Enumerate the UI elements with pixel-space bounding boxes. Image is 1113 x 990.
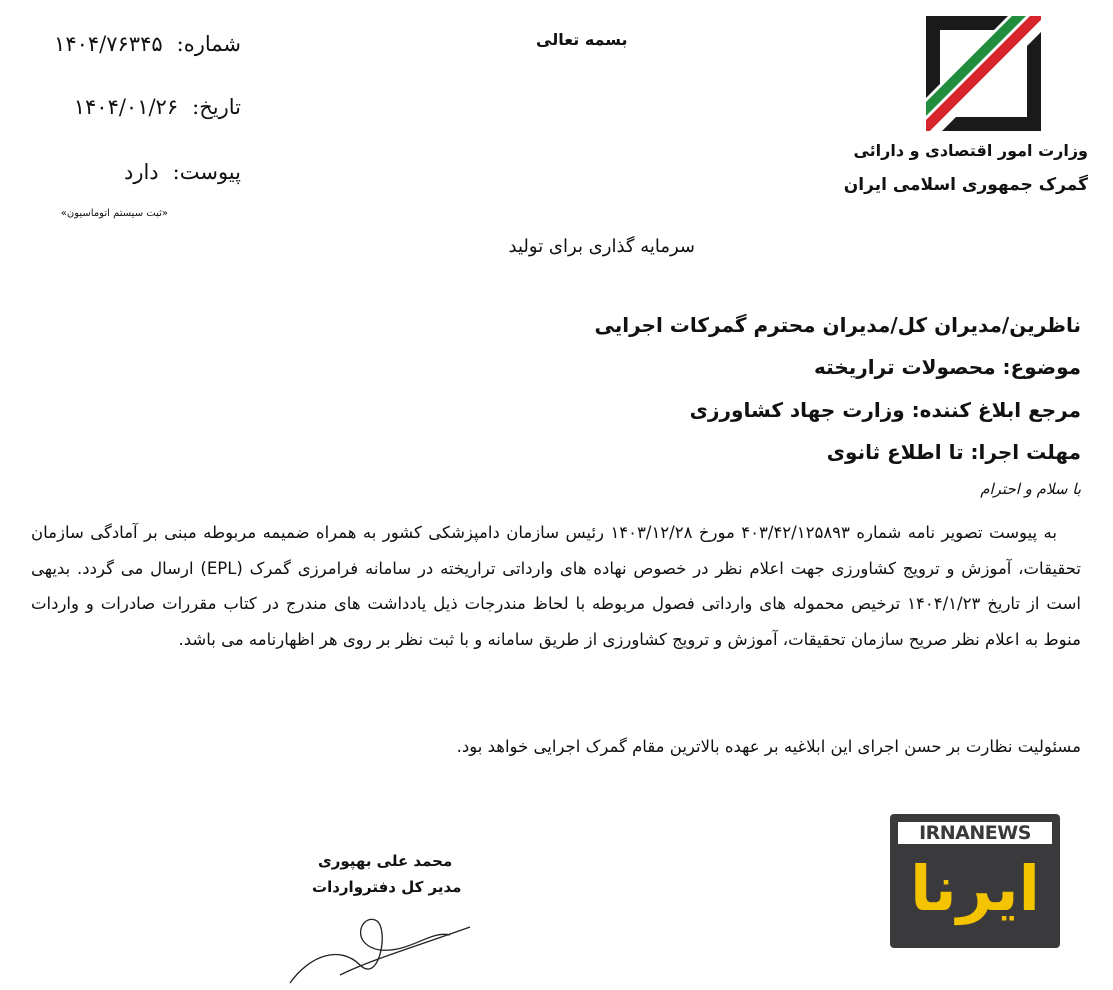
automation-note: «ثبت سیستم اتوماسیون»: [60, 208, 168, 219]
body-paragraph-2: مسئولیت نظارت بر حسن اجرای این ابلاغیه بر عهده بالاترین مقام گمرک اجرایی خواهد بود.: [456, 737, 1081, 756]
letter-number: [54, 32, 241, 56]
subject: موضوع: محصولات تراریخته: [814, 355, 1081, 379]
signer-title: مدیر کل دفترواردات: [312, 878, 462, 896]
basmala: بسمه تعالی: [536, 30, 628, 49]
reference: مرجع ابلاغ کننده: وزارت جهاد کشاورزی: [689, 398, 1081, 422]
attachment-label: پیوست:: [172, 160, 241, 184]
date-label: تاریخ:: [192, 95, 241, 119]
deadline: مهلت اجرا: تا اطلاع ثانوی: [826, 440, 1081, 464]
recipient: ناظرین/مدیران کل/مدیران محترم گمرکات اجرایی: [594, 313, 1081, 337]
number-value: ۱۴۰۴/۷۶۳۴۵: [54, 32, 163, 56]
handwritten-signature: [280, 905, 480, 990]
ministry-name: وزارت امور اقتصادی و دارائی: [853, 141, 1088, 160]
signer-name: محمد علی بهپوری: [318, 852, 453, 870]
irna-watermark: [890, 814, 1060, 948]
organization-name: گمرک جمهوری اسلامی ایران: [843, 175, 1088, 195]
greeting: با سلام و احترام: [980, 480, 1081, 498]
number-label: شماره:: [176, 32, 241, 56]
letter-date: [74, 95, 241, 119]
irna-news-label: IRNANEWS: [898, 822, 1052, 844]
date-value: ۱۴۰۴/۰۱/۲۶: [73, 95, 179, 119]
irna-logo-text: ایرنا: [910, 852, 1040, 925]
body-paragraph-1: به پیوست تصویر نامه شماره ۴۰۳/۴۲/۱۲۵۸۹۳ مورخ ۱۴۰۳/۱۲/۲۸ رئیس سازمان دامپزشکی کشور به همراه ضمیمه مربوطه مبنی بر آمادگی سازمان تحقیقات، آموزش و ترویج کشاورزی جهت اعلام نظر در خصوص نهاده های وارداتی تراریخته در سامانه فرامرزی گمرک (EPL) ارسال می گردد. بدیهی است از تاریخ ۱۴۰۴/۱/۲۳ ترخیص محموله های وارداتی فصول مربوطه با لحاظ مندرجات ذیل یادداشت های مندرج در کتاب مقررات صادرات و واردات منوط به اعلام نظر صریح سازمان تحقیقات، آموزش و ترویج کشاورزی از طریق سامانه و با ثبت نظر بر روی هر اظهارنامه می باشد.: [31, 523, 1081, 649]
slogan: سرمایه گذاری برای تولید: [508, 236, 695, 257]
attachment-value: دارد: [123, 160, 159, 184]
letter-attachment: [124, 160, 241, 184]
customs-logo: [926, 16, 1041, 131]
